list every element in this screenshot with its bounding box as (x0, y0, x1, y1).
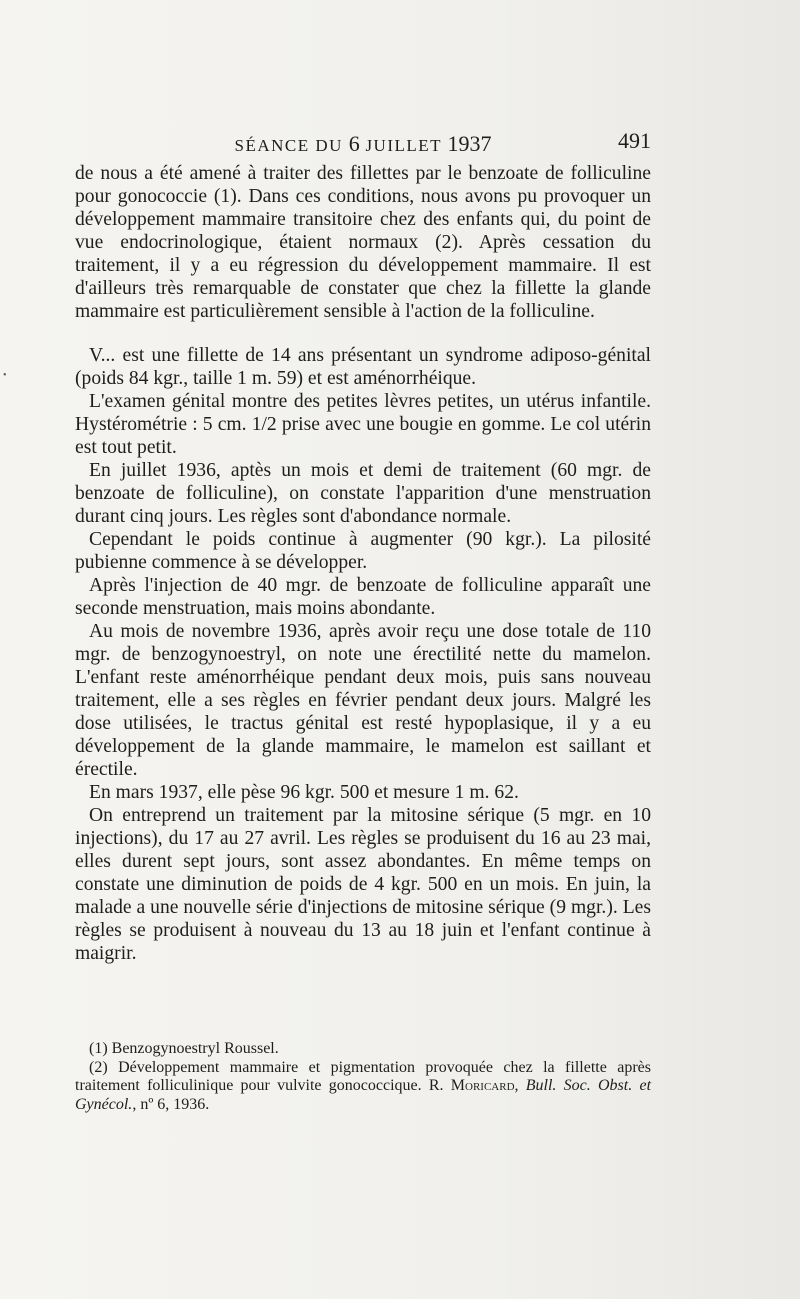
footnote-2: (2) Développement mammaire et pigmentation provoquée chez la fillette après traitement folliculinique pour vulvite gonococcique. R. Moricard, Bull. Soc. Obst. et Gynécol., nº 6, 1936. (75, 1058, 652, 1113)
paragraph-weight: Cependant le poids continue à augmenter (90 kgr.). La pilosité pubienne commence à se développer. (75, 529, 651, 573)
page-number: 491 (618, 128, 651, 153)
paragraph-mitosine: On entreprend un traitement par la mitosine sérique (5 mgr. en 10 injections), du 17 au 27 avril. Les règles se produisent du 16 au 23 mai, elles durent sept jours, sont assez abondantes. En même temps on constate une diminution de poids de 4 kgr. 500 en un mois. En juin, la malade a une nouvelle série d'injections de mitosine sérique (9 mgr.). Les règles se produisent à nouveau du 13 au 18 juin et l'enfant continue à maigrir. (75, 805, 651, 964)
paragraph-march-1937: En mars 1937, elle pèse 96 kgr. 500 et mesure 1 m. 62. (89, 782, 519, 803)
running-header (75, 126, 651, 156)
footnote-1: (1) Benzogynoestryl Roussel. (89, 1040, 279, 1057)
paragraph-injection: Après l'injection de 40 mgr. de benzoate de folliculine apparaît une seconde menstruation, mais moins abondante. (75, 575, 651, 619)
footnote-journal: Bull. Soc. Obst. et Gynécol. (75, 1077, 652, 1113)
paragraph-exam: L'examen génital montre des petites lèvres petites, un utérus infantile. Hystérométrie : 5 cm. 1/2 prise avec une bougie en gomme. Le col utérin est tout petit. (75, 391, 651, 458)
paragraph-intro: de nous a été amené à traiter des fillettes par le benzoate de folliculine pour gonococcie (1). Dans ces conditions, nous avons pu provoquer un développement mammaire transitoire chez des enfants qui, du point de vue endocrinologique, étaient normaux (2). Après cessation du traitement, il y a eu régression du développement mammaire. Il est d'ailleurs très remarquable de constater que chez la fillette la glande mammaire est particulièrement sensible à l'action de la folliculine. (75, 163, 651, 322)
running-title: SÉANCE DU 6 JUILLET 1937 (234, 131, 492, 156)
body-text (75, 162, 651, 965)
footnotes (75, 1040, 651, 1114)
paragraph-july-1936: En juillet 1936, aptès un mois et demi de traitement (60 mgr. de benzoate de folliculine), on constate l'apparition d'une menstruation durant cinq jours. Les règles sont d'abondance normale. (75, 460, 651, 527)
paragraph-november-1936: Au mois de novembre 1936, après avoir reçu une dose totale de 110 mgr. de benzogynoestryl, on note une érectilité nette du mamelon. L'enfant reste aménorrhéique pendant deux mois, puis sans nouveau traitement, elle a ses règles en février pendant deux jours. Malgré les dose utilisées, le tractus génital est resté hypoplasique, il y a eu développement de la glande mammaire, le mamelon est saillant et érectile. (75, 621, 651, 780)
footnote-author: Moricard (450, 1077, 515, 1094)
margin-speck: • (3, 370, 7, 381)
paragraph-case: V... est une fillette de 14 ans présentant un syndrome adiposo-génital (poids 84 kgr., taille 1 m. 59) et est aménorrhéique. (75, 345, 651, 389)
